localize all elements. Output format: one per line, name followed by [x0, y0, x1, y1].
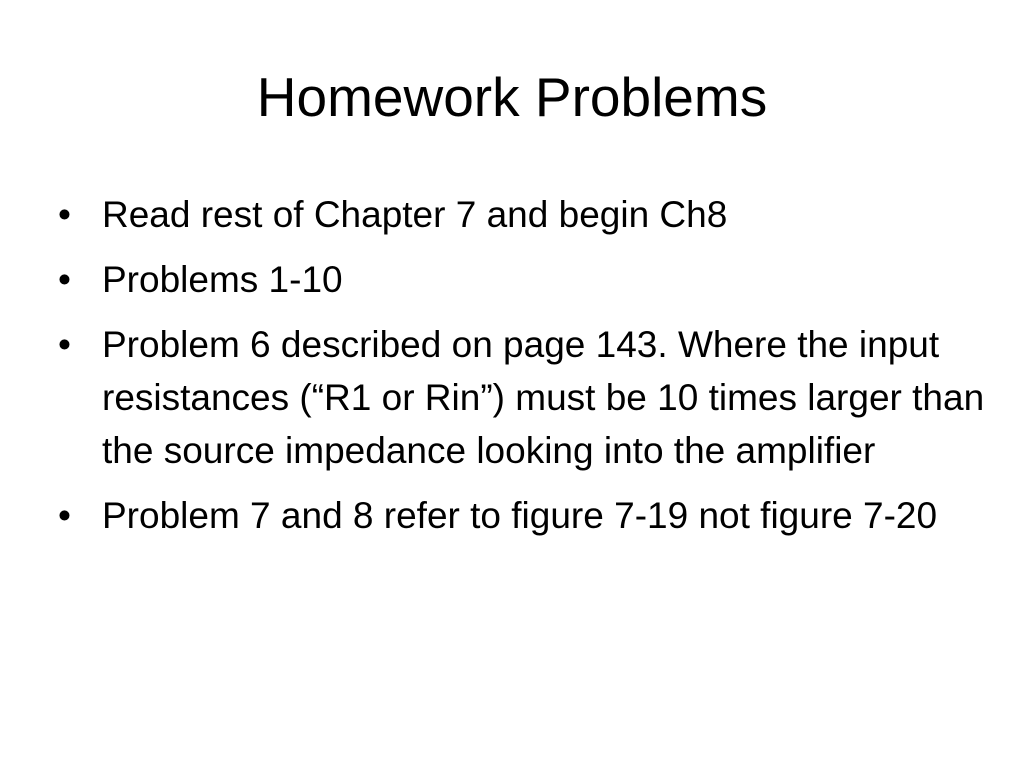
bullet-list: [58, 188, 988, 554]
bullet-text: Problem 7 and 8 refer to figure 7-19 not figure 7-20: [102, 495, 938, 536]
bullet-item: [58, 489, 988, 542]
slide-title: Homework Problems: [256, 66, 768, 128]
bullet-item: [58, 253, 988, 306]
bullet-point-icon: •: [58, 324, 71, 365]
bullet-point-icon: •: [58, 495, 71, 536]
bullet-point-icon: •: [58, 194, 71, 235]
bullet-point-icon: •: [58, 259, 71, 300]
bullet-text: Problem 6 described on page 143. Where the input resistances (“R1 or Rin”) must be 10 times larger than the source impedance looking into the amplifier: [102, 324, 985, 471]
bullet-item: [58, 188, 988, 241]
bullet-text: Problems 1-10: [102, 259, 343, 300]
bullet-text: Read rest of Chapter 7 and begin Ch8: [102, 194, 728, 235]
bullet-item: [58, 318, 988, 477]
